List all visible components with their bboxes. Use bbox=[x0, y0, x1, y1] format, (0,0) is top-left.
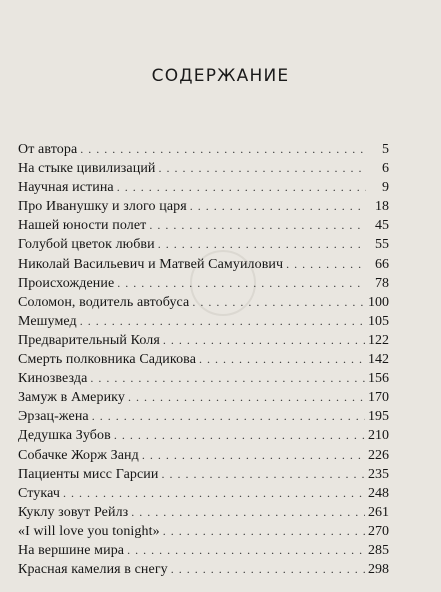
dot-leader bbox=[159, 159, 366, 178]
toc-entry bbox=[18, 388, 389, 407]
toc-entry-title: На стыке цивилизаций bbox=[18, 161, 156, 177]
toc-entry-page: 78 bbox=[375, 275, 389, 291]
dot-leader bbox=[92, 407, 365, 426]
toc-entry bbox=[18, 178, 389, 197]
toc-entry-page: 100 bbox=[368, 294, 389, 310]
toc-entry-title: Пациенты мисс Гарсии bbox=[18, 466, 159, 482]
toc-entry-page: 6 bbox=[382, 161, 389, 177]
dot-leader bbox=[158, 235, 366, 254]
toc-entry bbox=[18, 541, 389, 560]
dot-leader bbox=[127, 541, 365, 560]
toc-entry bbox=[18, 465, 389, 484]
toc-entry-title: Красная камелия в снегу bbox=[18, 562, 168, 578]
toc-entry-page: 210 bbox=[368, 428, 389, 444]
toc-entry-page: 195 bbox=[368, 409, 389, 425]
dot-leader bbox=[190, 197, 366, 216]
dot-leader bbox=[90, 369, 365, 388]
toc-entry-title: Голубой цветок любви bbox=[18, 237, 155, 253]
toc-entry-page: 5 bbox=[382, 142, 389, 157]
dot-leader bbox=[199, 350, 365, 369]
dot-leader bbox=[149, 216, 366, 235]
toc-entry-page: 18 bbox=[375, 199, 389, 215]
toc-entry-page: 285 bbox=[368, 542, 389, 558]
dot-leader bbox=[80, 312, 365, 331]
toc-entry bbox=[18, 503, 389, 522]
toc-entry-title: Про Иванушку и злого царя bbox=[18, 199, 187, 215]
toc-entry-title: Куклу зовут Рейлз bbox=[18, 504, 129, 520]
toc-entry-title: Дедушка Зубов bbox=[18, 428, 111, 444]
toc-entry-page: 105 bbox=[368, 313, 389, 329]
dot-leader bbox=[286, 255, 366, 274]
toc-entry-title: Кинозвезда bbox=[18, 371, 88, 387]
toc-entry-page: 226 bbox=[368, 447, 389, 463]
toc-entry bbox=[18, 484, 389, 503]
toc-entry-title: Собачке Жорж Занд bbox=[18, 447, 139, 463]
dot-leader bbox=[80, 140, 366, 159]
toc-entry-title: От автора bbox=[18, 142, 78, 157]
toc-entry-title: Николай Васильевич и Матвей Самуилович bbox=[18, 256, 284, 272]
toc-entry bbox=[18, 407, 389, 426]
toc-entry-title: Смерть полковника Садикова bbox=[18, 352, 197, 368]
toc-entry-page: 66 bbox=[375, 256, 389, 272]
toc-entry-title: Происхождение bbox=[18, 275, 115, 291]
toc-entry bbox=[18, 369, 389, 388]
toc-entry-title: Мешумед bbox=[18, 313, 77, 329]
toc-entry-title: «I will love you tonight» bbox=[18, 523, 160, 539]
toc-entry bbox=[18, 274, 389, 293]
dot-leader bbox=[192, 293, 365, 312]
toc-entry bbox=[18, 350, 389, 369]
toc-entry-page: 298 bbox=[368, 562, 389, 578]
toc-entry-page: 270 bbox=[368, 523, 389, 539]
toc-entry-page: 9 bbox=[382, 180, 389, 196]
toc-entry bbox=[18, 255, 389, 274]
toc-entry-page: 156 bbox=[368, 371, 389, 387]
toc-entry-title: Нашей юности полет bbox=[18, 218, 147, 234]
toc-entry-title: Эрзац-жена bbox=[18, 409, 89, 425]
toc-entry bbox=[18, 293, 389, 312]
dot-leader bbox=[163, 331, 365, 350]
toc-entry bbox=[18, 235, 389, 254]
dot-leader bbox=[63, 484, 365, 503]
toc-entry-page: 261 bbox=[368, 504, 389, 520]
dot-leader bbox=[117, 274, 366, 293]
table-of-contents bbox=[18, 140, 389, 579]
dot-leader bbox=[171, 560, 365, 579]
dot-leader bbox=[128, 388, 365, 407]
toc-entry-page: 170 bbox=[368, 390, 389, 406]
toc-entry-page: 55 bbox=[375, 237, 389, 253]
toc-entry bbox=[18, 312, 389, 331]
toc-entry-page: 248 bbox=[368, 485, 389, 501]
toc-entry-page: 235 bbox=[368, 466, 389, 482]
toc-entry bbox=[18, 159, 389, 178]
toc-entry bbox=[18, 216, 389, 235]
dot-leader bbox=[131, 503, 365, 522]
toc-entry-page: 45 bbox=[375, 218, 389, 234]
dot-leader bbox=[114, 426, 365, 445]
dot-leader bbox=[142, 446, 365, 465]
toc-entry bbox=[18, 140, 389, 159]
page-title: СОДЕРЖАНИЕ bbox=[151, 66, 290, 86]
toc-entry bbox=[18, 446, 389, 465]
dot-leader bbox=[161, 465, 365, 484]
dot-leader bbox=[163, 522, 365, 541]
toc-entry bbox=[18, 426, 389, 445]
toc-entry bbox=[18, 197, 389, 216]
toc-entry-title: На вершине мира bbox=[18, 542, 125, 558]
toc-entry-title: Соломон, водитель автобуса bbox=[18, 294, 190, 310]
toc-entry-page: 122 bbox=[368, 332, 389, 348]
toc-entry-title: Стукач bbox=[18, 485, 60, 501]
toc-entry bbox=[18, 331, 389, 350]
toc-entry bbox=[18, 560, 389, 579]
dot-leader bbox=[117, 178, 366, 197]
toc-entry-title: Предварительный Коля bbox=[18, 332, 160, 348]
toc-entry-page: 142 bbox=[368, 352, 389, 368]
toc-entry-title: Замуж в Америку bbox=[18, 390, 125, 406]
toc-entry bbox=[18, 522, 389, 541]
toc-entry-title: Научная истина bbox=[18, 180, 114, 196]
